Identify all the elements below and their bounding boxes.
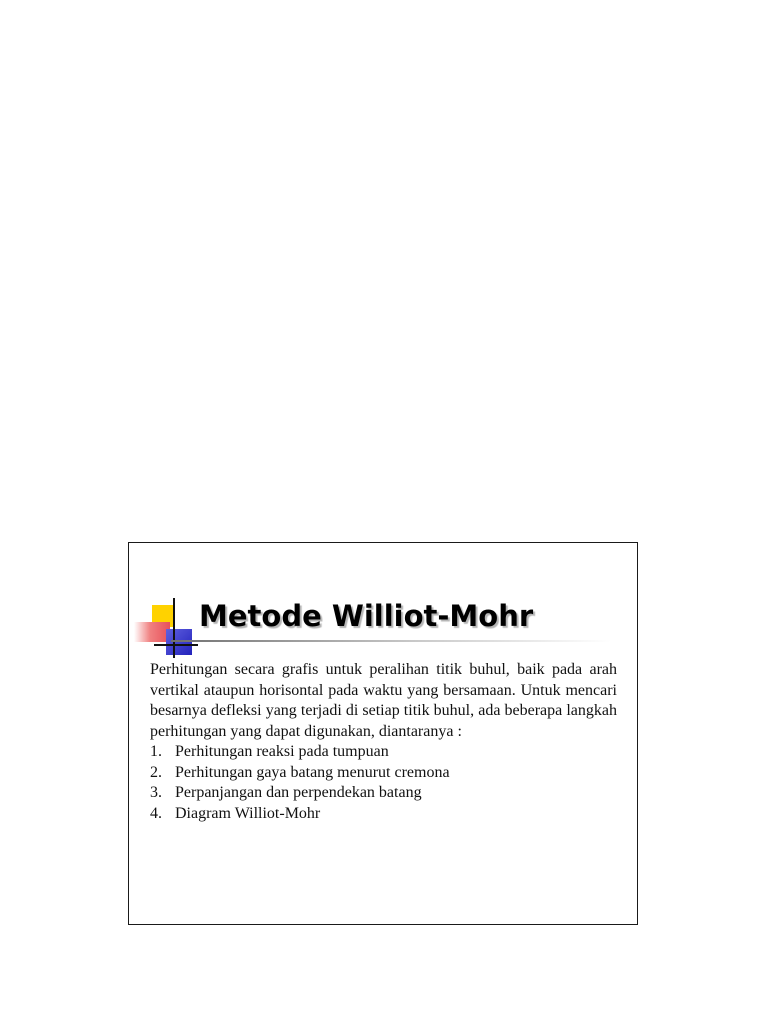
- blue-square: [166, 629, 192, 655]
- steps-list: [150, 742, 617, 824]
- slide-logo-decoration: [134, 598, 204, 658]
- slide-title: Metode Williot-Mohr: [199, 599, 534, 633]
- list-item-text: Diagram Williot-Mohr: [175, 804, 321, 822]
- list-item-number: 3.: [150, 784, 162, 801]
- red-square: [134, 622, 170, 642]
- title-underline: [171, 640, 611, 642]
- list-item: [150, 783, 617, 804]
- list-item-text: Perhitungan reaksi pada tumpuan: [175, 743, 389, 760]
- slide: [128, 542, 638, 925]
- vertical-line: [173, 598, 175, 658]
- list-item-number: 4.: [150, 804, 162, 822]
- list-item-text: Perpanjangan dan perpendekan batang: [175, 784, 422, 801]
- list-item: [150, 742, 617, 763]
- list-item-number: 1.: [150, 743, 162, 760]
- list-item: [150, 804, 617, 825]
- horizontal-line: [154, 644, 198, 646]
- list-item-number: 2.: [150, 763, 162, 781]
- slide-paragraph: Perhitungan secara grafis untuk peralihan titik buhul, baik pada arah vertikal ataupun horisontal pada waktu yang bersamaan. Untuk mencari besarnya defleksi yang terjadi di setiap titik buhul, ada beberapa langkah perhitungan yang dapat digunakan, diantaranya :: [150, 661, 617, 740]
- list-item: [150, 763, 617, 784]
- list-item-text: Perhitungan gaya batang menurut cremona: [175, 763, 450, 781]
